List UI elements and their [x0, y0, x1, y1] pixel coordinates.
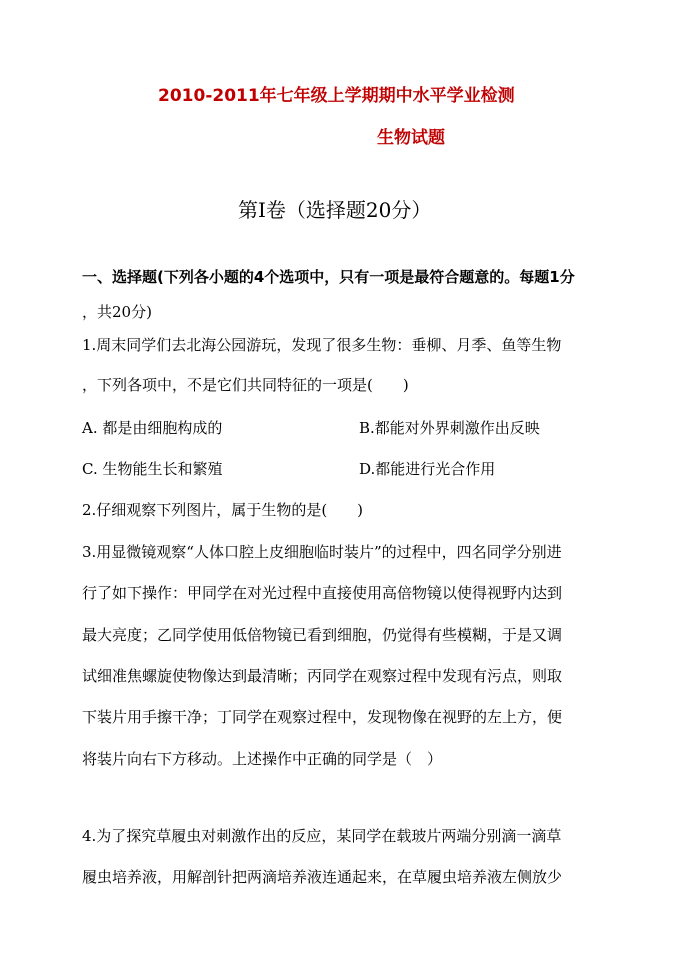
q3-line5: 下装片用手擦干净；丁同学在观察过程中，发现物像在视野的左上方，便	[82, 708, 563, 726]
q3-line6: 将装片向右下方移动。上述操作中正确的同学是（ ）	[82, 750, 443, 768]
q1-option-a: A. 都是由细胞构成的	[82, 419, 223, 437]
q1-line2: ，下列各项中，不是它们共同特征的一项是( )	[82, 376, 409, 394]
q3-line2: 行了如下操作：甲同学在对光过程中直接使用高倍物镜以使得视野内达到	[82, 584, 563, 602]
q2-line1: 2.仔细观察下列图片，属于生物的是( )	[82, 501, 364, 519]
q4-line2: 履虫培养液，用解剖针把两滴培养液连通起来，在草履虫培养液左侧放少	[82, 868, 563, 886]
q3-line4: 试细准焦螺旋使物像达到最清晰；丙同学在观察过程中发现有污点，则取	[82, 667, 563, 685]
q1-option-d: D.都能进行光合作用	[359, 460, 496, 478]
exam-subtitle: 生物试题	[377, 128, 445, 148]
q1-option-b: B.都能对外界刺激作出反映	[359, 419, 540, 437]
q3-line3: 最大亮度；乙同学使用低倍物镜已看到细胞，仍觉得有些模糊，于是又调	[82, 626, 563, 644]
q1-line1: 1.周末同学们去北海公园游玩，发现了很多生物：垂柳、月季、鱼等生物	[82, 336, 562, 354]
exam-title: 2010-2011年七年级上学期期中水平学业检测	[158, 86, 515, 106]
part1-instruction-line1: 一、选择题(下列各小题的4个选项中，只有一项是最符合题意的。每题1分	[82, 268, 575, 286]
section-title: 第Ⅰ卷（选择题20分）	[238, 198, 432, 222]
q3-line1: 3.用显微镜观察“人体口腔上皮细胞临时装片”的过程中，四名同学分别进	[82, 543, 562, 561]
part1-instruction-line2: ，共20分)	[82, 303, 152, 321]
q4-line1: 4.为了探究草履虫对刺激作出的反应，某同学在载玻片两端分别滴一滴草	[82, 827, 562, 845]
q1-option-c: C. 生物能生长和繁殖	[82, 460, 223, 478]
